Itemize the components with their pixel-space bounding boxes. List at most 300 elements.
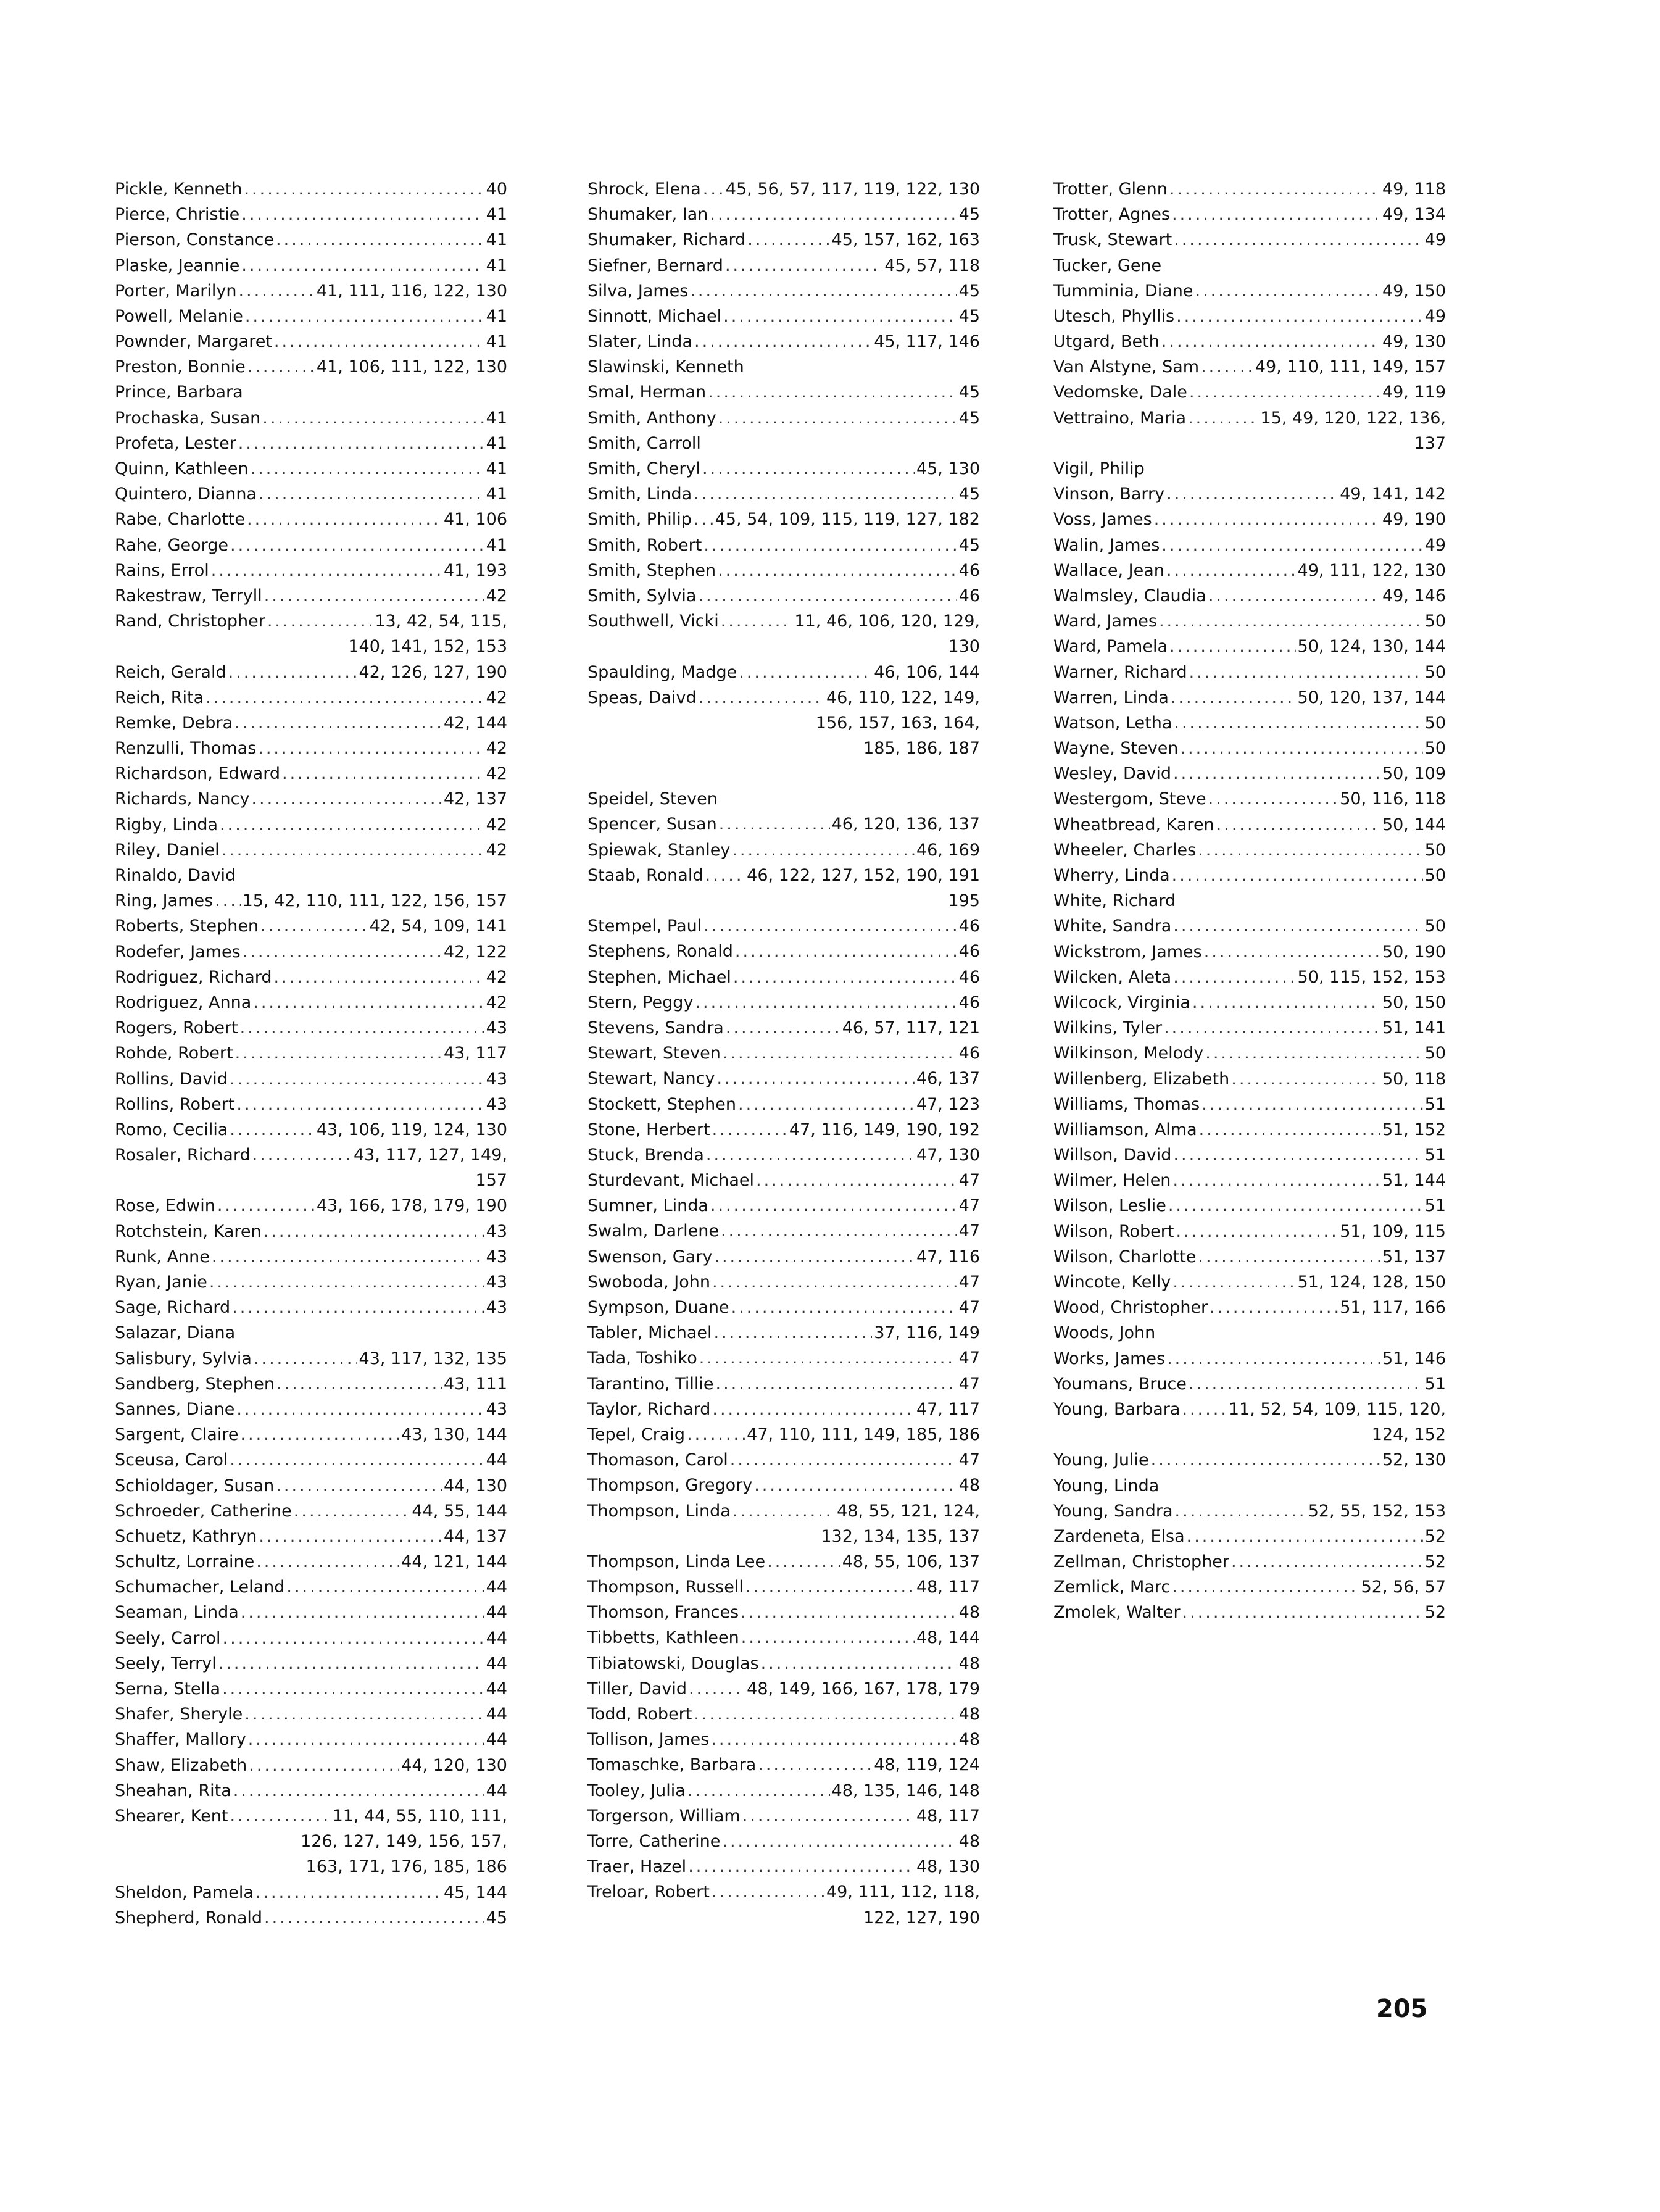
dot-leader bbox=[1182, 1600, 1423, 1625]
index-entry bbox=[115, 965, 507, 990]
entry-name: Voss, James bbox=[1053, 510, 1152, 530]
index-entry bbox=[1053, 481, 1446, 507]
dot-leader bbox=[687, 1422, 745, 1447]
index-entry bbox=[587, 304, 980, 329]
index-entry bbox=[587, 177, 980, 202]
index-entry bbox=[587, 456, 980, 481]
entry-pages: 47 bbox=[958, 1349, 980, 1368]
entry-name: Youmans, Bruce bbox=[1053, 1374, 1187, 1394]
entry-pages: 48, 135, 146, 148 bbox=[831, 1781, 980, 1800]
entry-name: Young, Sandra bbox=[1053, 1501, 1173, 1521]
entry-pages: 37, 116, 149 bbox=[874, 1323, 980, 1343]
index-entry bbox=[115, 838, 507, 863]
dot-leader bbox=[1198, 838, 1422, 863]
index-entry bbox=[1053, 761, 1446, 786]
entry-pages: 43 bbox=[486, 1399, 507, 1419]
index-entry bbox=[587, 838, 980, 863]
index-entry bbox=[115, 507, 507, 532]
index-entry bbox=[1053, 1397, 1446, 1422]
entry-pages-continued: 185, 186, 187 bbox=[863, 739, 980, 759]
index-entry bbox=[587, 990, 980, 1015]
entry-pages: 46, 169 bbox=[916, 840, 980, 860]
index-entry bbox=[115, 710, 507, 736]
entry-name: Stevens, Sandra bbox=[587, 1018, 724, 1037]
entry-name: Smith, Carroll bbox=[587, 433, 701, 453]
entry-pages: 43, 117, 127, 149, bbox=[353, 1146, 507, 1165]
index-entry bbox=[115, 1295, 507, 1320]
dot-leader bbox=[726, 1015, 840, 1041]
entry-name: Schioldager, Susan bbox=[115, 1476, 275, 1495]
index-entry bbox=[115, 685, 507, 710]
dot-leader bbox=[276, 1371, 442, 1397]
entry-pages: 47 bbox=[958, 1221, 980, 1241]
index-entry bbox=[115, 863, 507, 888]
entry-pages: 41 bbox=[486, 306, 507, 326]
entry-pages: 44, 130 bbox=[443, 1476, 507, 1495]
dot-leader bbox=[238, 431, 484, 456]
dot-leader bbox=[236, 1092, 484, 1117]
entry-name: Romo, Cecilia bbox=[115, 1120, 228, 1139]
index-entry bbox=[1053, 1600, 1446, 1626]
dot-leader bbox=[1166, 481, 1338, 507]
dot-leader bbox=[230, 1066, 484, 1092]
index-entry bbox=[1053, 1447, 1446, 1473]
index-entry bbox=[115, 1524, 507, 1549]
entry-pages: 49 bbox=[1424, 306, 1446, 326]
entry-name: Ward, Pamela bbox=[1053, 637, 1168, 657]
index-entry bbox=[587, 609, 980, 634]
dot-leader bbox=[1173, 965, 1295, 990]
dot-leader bbox=[243, 939, 442, 965]
entry-pages: 47, 130 bbox=[916, 1145, 980, 1165]
dot-leader bbox=[244, 177, 484, 202]
entry-name: Stewart, Steven bbox=[587, 1044, 721, 1063]
index-entry bbox=[587, 965, 980, 990]
entry-pages: 43, 106, 119, 124, 130 bbox=[316, 1120, 507, 1139]
index-entry bbox=[1053, 634, 1446, 659]
entry-name: Prince, Barbara bbox=[115, 383, 243, 402]
index-entry bbox=[587, 481, 980, 507]
dot-leader bbox=[244, 1702, 484, 1727]
entry-name: Pickle, Kenneth bbox=[115, 179, 243, 199]
entry-name: Tucker, Gene bbox=[1053, 256, 1162, 275]
entry-name: Wilson, Leslie bbox=[1053, 1196, 1166, 1216]
entry-name: Seely, Terryl bbox=[115, 1653, 217, 1673]
entry-name: Shafer, Sheryle bbox=[115, 1705, 243, 1724]
dot-leader bbox=[733, 965, 957, 990]
entry-name: Rains, Errol bbox=[115, 560, 209, 580]
entry-name: Zellman, Christopher bbox=[1053, 1552, 1229, 1572]
entry-name: Vedomske, Dale bbox=[1053, 383, 1187, 402]
entry-pages: 43 bbox=[486, 1094, 507, 1114]
index-entry bbox=[1053, 1473, 1446, 1499]
entry-name: Rollins, Robert bbox=[115, 1094, 235, 1114]
dot-leader bbox=[294, 1499, 410, 1524]
entry-pages: 49, 134 bbox=[1382, 205, 1446, 225]
dot-leader bbox=[247, 354, 315, 380]
entry-pages: 48 bbox=[958, 1653, 980, 1673]
entry-pages: 48, 55, 106, 137 bbox=[842, 1552, 980, 1571]
entry-name: Utesch, Phyllis bbox=[1053, 306, 1175, 326]
dot-leader bbox=[712, 1879, 824, 1905]
entry-name: Rodriguez, Richard bbox=[115, 967, 272, 987]
dot-leader bbox=[723, 1041, 957, 1066]
index-entry bbox=[1053, 1015, 1446, 1041]
entry-name: Westergom, Steve bbox=[1053, 789, 1206, 809]
entry-name: Stephens, Ronald bbox=[587, 942, 733, 962]
entry-name: Sandberg, Stephen bbox=[115, 1374, 275, 1394]
index-entry bbox=[587, 1193, 980, 1218]
entry-name: Powell, Melanie bbox=[115, 306, 243, 326]
index-entry bbox=[1053, 278, 1446, 304]
dot-leader bbox=[259, 481, 484, 507]
dot-leader bbox=[718, 405, 957, 431]
dot-leader bbox=[1199, 1117, 1380, 1142]
entry-name: Runk, Anne bbox=[115, 1247, 210, 1266]
entry-pages: 43, 130, 144 bbox=[401, 1425, 507, 1445]
entry-name: Thompson, Linda bbox=[587, 1501, 731, 1521]
entry-pages: 50, 124, 130, 144 bbox=[1297, 637, 1446, 657]
entry-name: Torgerson, William bbox=[587, 1806, 741, 1826]
entry-name: Pierson, Constance bbox=[115, 230, 275, 250]
dot-leader bbox=[249, 1753, 399, 1778]
entry-pages: 41, 111, 116, 122, 130 bbox=[316, 281, 507, 301]
entry-pages: 50, 120, 137, 144 bbox=[1297, 688, 1446, 707]
index-entry bbox=[1053, 583, 1446, 609]
index-column-2 bbox=[587, 177, 980, 1931]
dot-leader bbox=[723, 304, 957, 329]
entry-name: Smith, Linda bbox=[587, 484, 692, 504]
entry-pages: 44 bbox=[486, 1628, 507, 1648]
dot-leader bbox=[712, 1270, 957, 1295]
index-entry bbox=[587, 913, 980, 939]
entry-pages: 41, 106, 111, 122, 130 bbox=[316, 357, 507, 377]
entry-pages: 43 bbox=[486, 1018, 507, 1038]
entry-pages: 41 bbox=[486, 332, 507, 352]
entry-name: Young, Julie bbox=[1053, 1450, 1149, 1470]
entry-name: Stewart, Nancy bbox=[587, 1069, 715, 1089]
entry-name: Trotter, Agnes bbox=[1053, 205, 1170, 225]
entry-pages: 41 bbox=[486, 230, 507, 250]
dot-leader bbox=[274, 329, 484, 354]
entry-pages: 44, 121, 144 bbox=[401, 1552, 507, 1572]
entry-pages: 49, 110, 111, 149, 157 bbox=[1255, 357, 1446, 377]
entry-pages: 45, 117, 146 bbox=[874, 332, 980, 352]
index-entry bbox=[115, 456, 507, 481]
entry-pages: 42, 144 bbox=[443, 713, 507, 733]
dot-leader bbox=[256, 1549, 399, 1574]
dot-leader bbox=[241, 253, 484, 278]
entry-pages: 45, 157, 162, 163 bbox=[831, 230, 980, 250]
entry-pages: 45, 54, 109, 115, 119, 127, 182 bbox=[715, 510, 980, 530]
index-entry bbox=[587, 227, 980, 252]
dot-leader bbox=[725, 253, 882, 278]
entry-name: Salazar, Diana bbox=[115, 1323, 236, 1343]
entry-name: Thomson, Frances bbox=[587, 1603, 739, 1623]
entry-pages: 43 bbox=[486, 1247, 507, 1266]
entry-pages: 51, 137 bbox=[1382, 1247, 1446, 1266]
entry-pages: 48, 119, 124 bbox=[874, 1755, 980, 1775]
entry-pages: 51 bbox=[1424, 1146, 1446, 1165]
entry-name: Wickstrom, James bbox=[1053, 942, 1202, 962]
entry-name: Walin, James bbox=[1053, 535, 1160, 555]
index-entry bbox=[115, 1066, 507, 1092]
index-entry bbox=[587, 1829, 980, 1854]
entry-name: Rotchstein, Karen bbox=[115, 1221, 262, 1241]
entry-pages: 40 bbox=[486, 179, 507, 199]
entry-pages: 52, 130 bbox=[1382, 1450, 1446, 1470]
entry-name: Quinn, Kathleen bbox=[115, 459, 249, 479]
dot-leader bbox=[223, 1626, 484, 1651]
index-entry bbox=[587, 1702, 980, 1727]
entry-name: Smal, Herman bbox=[587, 383, 707, 402]
index-entry bbox=[1053, 685, 1446, 710]
dot-leader bbox=[218, 1651, 484, 1676]
entry-pages: 41, 193 bbox=[443, 560, 507, 580]
dot-leader bbox=[730, 1447, 957, 1473]
dot-leader bbox=[241, 202, 484, 227]
index-entry bbox=[1053, 456, 1446, 481]
entry-pages: 50, 109 bbox=[1382, 764, 1446, 784]
index-entry bbox=[587, 380, 980, 405]
dot-leader bbox=[262, 405, 484, 431]
dot-leader bbox=[694, 481, 957, 507]
index-entry bbox=[115, 1473, 507, 1499]
index-entry bbox=[587, 1244, 980, 1270]
entry-pages: 47, 110, 111, 149, 185, 186 bbox=[747, 1424, 980, 1444]
dot-leader bbox=[220, 812, 484, 838]
entry-name: Tibbetts, Kathleen bbox=[587, 1628, 739, 1648]
entry-name: Zemlick, Marc bbox=[1053, 1578, 1171, 1597]
entry-pages: 50, 115, 152, 153 bbox=[1297, 967, 1446, 987]
entry-name: Richards, Nancy bbox=[115, 789, 250, 809]
entry-pages: 48, 55, 121, 124, bbox=[837, 1501, 980, 1521]
entry-pages: 51, 117, 166 bbox=[1340, 1298, 1446, 1318]
entry-name: Tepel, Craig bbox=[587, 1424, 686, 1444]
entry-name: Wilkinson, Melody bbox=[1053, 1044, 1204, 1063]
index-entry bbox=[115, 354, 507, 380]
dot-leader bbox=[212, 1244, 484, 1270]
dot-leader bbox=[1231, 1549, 1423, 1574]
entry-pages: 13, 42, 54, 115, bbox=[375, 612, 507, 631]
entry-name: Tibiatowski, Douglas bbox=[587, 1653, 759, 1673]
entry-name: Schumacher, Leland bbox=[115, 1578, 285, 1597]
entry-name: Smith, Sylvia bbox=[587, 586, 697, 605]
entry-pages: 49, 111, 112, 118, bbox=[826, 1882, 980, 1902]
entry-pages: 43 bbox=[486, 1298, 507, 1318]
entry-pages: 47 bbox=[958, 1272, 980, 1292]
entry-name: Tooley, Julia bbox=[587, 1781, 686, 1800]
entry-pages: 42 bbox=[486, 967, 507, 987]
index-entry bbox=[115, 253, 507, 278]
dot-leader bbox=[1161, 533, 1422, 558]
dot-leader bbox=[255, 1880, 442, 1905]
index-entry bbox=[115, 1600, 507, 1626]
index-entry bbox=[1053, 1066, 1446, 1092]
entry-name: Shepherd, Ronald bbox=[115, 1908, 263, 1927]
entry-pages: 50, 150 bbox=[1382, 992, 1446, 1012]
index-entry bbox=[587, 1015, 980, 1041]
dot-leader bbox=[248, 1727, 484, 1752]
dot-leader bbox=[699, 685, 824, 710]
entry-name: Sturdevant, Michael bbox=[587, 1171, 755, 1191]
entry-pages: 51, 124, 128, 150 bbox=[1297, 1273, 1446, 1292]
dot-leader bbox=[1171, 685, 1296, 710]
dot-leader bbox=[767, 1549, 840, 1574]
index-entry bbox=[587, 1295, 980, 1320]
index-entry bbox=[587, 1879, 980, 1905]
entry-pages: 11, 46, 106, 120, 129, bbox=[794, 612, 980, 631]
dot-leader bbox=[1195, 278, 1380, 304]
entry-name: Thompson, Linda Lee bbox=[587, 1552, 766, 1571]
entry-pages: 43, 111 bbox=[443, 1374, 507, 1394]
index-entry bbox=[115, 278, 507, 304]
entry-pages: 42, 54, 109, 141 bbox=[369, 917, 507, 936]
entry-name: Todd, Robert bbox=[587, 1705, 692, 1724]
dot-leader bbox=[230, 1447, 484, 1473]
entry-name: Preston, Bonnie bbox=[115, 357, 246, 377]
entry-pages: 45 bbox=[958, 484, 980, 504]
dot-leader bbox=[719, 812, 830, 837]
index-entry bbox=[1053, 1244, 1446, 1270]
entry-name: Slawinski, Kenneth bbox=[587, 357, 744, 377]
entry-name: Reich, Gerald bbox=[115, 662, 226, 682]
index-entry bbox=[115, 1574, 507, 1600]
entry-name: Shrock, Elena bbox=[587, 179, 701, 199]
entry-pages-continued: 122, 127, 190 bbox=[863, 1908, 980, 1927]
entry-name: Plaske, Jeannie bbox=[115, 256, 240, 275]
dot-leader bbox=[222, 1676, 484, 1702]
entry-name: Tada, Toshiko bbox=[587, 1349, 697, 1368]
index-entry bbox=[1053, 609, 1446, 634]
index-entry bbox=[115, 1270, 507, 1295]
index-entry bbox=[115, 431, 507, 456]
entry-name: Thompson, Russell bbox=[587, 1578, 744, 1597]
entry-pages: 51, 146 bbox=[1382, 1349, 1446, 1368]
entry-pages: 42, 126, 127, 190 bbox=[359, 662, 507, 682]
entry-name: Salisbury, Sylvia bbox=[115, 1349, 252, 1368]
index-entry bbox=[1053, 1270, 1446, 1295]
dot-leader bbox=[209, 1270, 484, 1295]
index-entry bbox=[1053, 1499, 1446, 1524]
dot-leader bbox=[718, 558, 957, 583]
entry-name: Tiller, David bbox=[587, 1679, 687, 1698]
index-entry bbox=[115, 380, 507, 405]
dot-leader bbox=[1180, 736, 1422, 761]
entry-name: Wood, Christopher bbox=[1053, 1298, 1208, 1318]
entry-pages: 49, 130 bbox=[1382, 332, 1446, 352]
index-entry bbox=[1053, 253, 1446, 278]
index-entry bbox=[115, 990, 507, 1015]
dot-leader bbox=[1189, 1371, 1423, 1397]
index-entry bbox=[1053, 660, 1446, 685]
entry-pages: 48 bbox=[958, 1476, 980, 1495]
dot-leader bbox=[1188, 405, 1258, 431]
index-entry bbox=[1053, 1219, 1446, 1244]
dot-leader bbox=[1208, 583, 1380, 609]
entry-pages: 45 bbox=[486, 1908, 507, 1927]
entry-name: Tarantino, Tillie bbox=[587, 1374, 714, 1394]
dot-leader bbox=[230, 1803, 330, 1829]
dot-leader bbox=[694, 329, 872, 354]
index-entry bbox=[115, 558, 507, 583]
dot-leader bbox=[1167, 1346, 1380, 1371]
entry-name: Wesley, David bbox=[1053, 764, 1172, 784]
dot-leader bbox=[1154, 507, 1380, 532]
dot-leader bbox=[1169, 177, 1380, 202]
dot-leader bbox=[689, 1676, 745, 1702]
entry-name: Woods, John bbox=[1053, 1323, 1156, 1343]
entry-name: Smith, Philip bbox=[587, 510, 692, 530]
entry-pages: 41 bbox=[486, 484, 507, 504]
index-entry bbox=[1053, 533, 1446, 558]
entry-pages: 44, 55, 144 bbox=[412, 1501, 507, 1521]
entry-name: Smith, Stephen bbox=[587, 560, 716, 580]
entry-pages: 45 bbox=[958, 535, 980, 555]
entry-name: Shaw, Elizabeth bbox=[115, 1755, 247, 1775]
entry-name: Rodriguez, Anna bbox=[115, 992, 252, 1012]
entry-pages: 46 bbox=[958, 917, 980, 936]
index-entry bbox=[1053, 1346, 1446, 1371]
entry-pages: 42 bbox=[486, 739, 507, 759]
entry-name: Wilson, Robert bbox=[1053, 1221, 1174, 1241]
index-entry bbox=[115, 736, 507, 761]
dot-leader bbox=[698, 583, 957, 609]
entry-pages: 50, 116, 118 bbox=[1340, 789, 1446, 809]
entry-pages: 50 bbox=[1424, 662, 1446, 682]
dot-leader bbox=[687, 1778, 830, 1803]
entry-name: Shearer, Kent bbox=[115, 1806, 228, 1826]
entry-name: Pierce, Christie bbox=[115, 205, 240, 225]
entry-name: Ward, James bbox=[1053, 612, 1157, 631]
dot-leader bbox=[235, 1041, 442, 1066]
dot-leader bbox=[267, 609, 373, 634]
entry-pages: 44 bbox=[486, 1450, 507, 1470]
entry-name: Quintero, Dianna bbox=[115, 484, 257, 504]
entry-pages: 47 bbox=[958, 1171, 980, 1191]
index-entry bbox=[587, 1447, 980, 1473]
entry-pages: 49, 118 bbox=[1382, 179, 1446, 199]
dot-leader bbox=[254, 1346, 357, 1371]
dot-leader bbox=[1198, 1244, 1380, 1270]
index-entry bbox=[587, 1574, 980, 1600]
entry-pages-continued: 137 bbox=[1414, 433, 1446, 453]
entry-pages: 51, 109, 115 bbox=[1340, 1221, 1446, 1241]
entry-pages: 45, 56, 57, 117, 119, 122, 130 bbox=[725, 179, 980, 199]
index-entry bbox=[115, 1142, 507, 1168]
entry-pages: 44 bbox=[486, 1679, 507, 1699]
index-entry bbox=[587, 1854, 980, 1879]
entry-name: Wilkins, Tyler bbox=[1053, 1018, 1163, 1038]
entry-name: Utgard, Beth bbox=[1053, 332, 1160, 352]
index-entry bbox=[587, 354, 980, 380]
entry-pages: 43 bbox=[486, 1221, 507, 1241]
entry-name: Riley, Daniel bbox=[115, 840, 220, 860]
entry-pages-continued: 140, 141, 152, 153 bbox=[348, 637, 507, 657]
dot-leader bbox=[205, 685, 484, 710]
entry-name: Shaffer, Mallory bbox=[115, 1730, 246, 1750]
entry-name: Smith, Anthony bbox=[587, 408, 716, 428]
dot-leader bbox=[238, 278, 314, 304]
entry-pages: 49, 119 bbox=[1382, 383, 1446, 402]
entry-pages: 44 bbox=[486, 1653, 507, 1673]
dot-leader bbox=[1159, 609, 1423, 634]
index-entry bbox=[587, 1320, 980, 1345]
entry-name: Wilcock, Virginia bbox=[1053, 992, 1190, 1012]
entry-name: Sheahan, Rita bbox=[115, 1781, 231, 1800]
entry-pages: 52, 55, 152, 153 bbox=[1308, 1501, 1446, 1521]
entry-pages: 44 bbox=[486, 1781, 507, 1800]
